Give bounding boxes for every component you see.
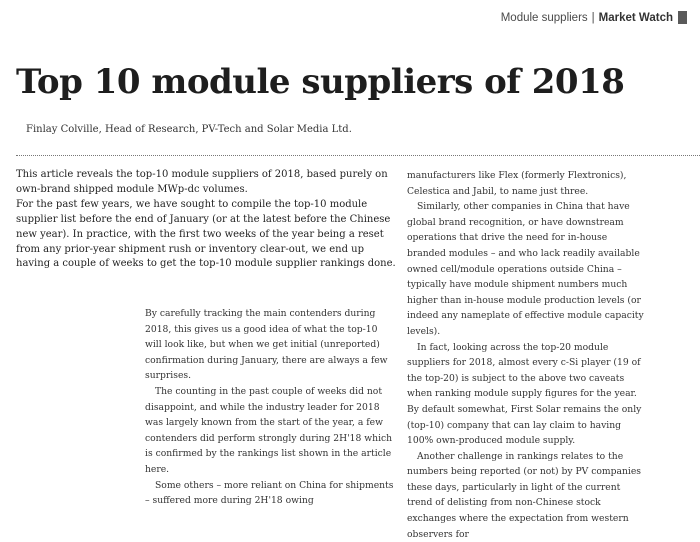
intro-paragraph: For the past few years, we have sought to compile the top-10 module supplier list before the end of January (or at the latest before the Chinese new year). In practice, with the first two weeks of the year being a reset from any prior-year shipment rush or inventory clear-out, we end up having a couple of weeks to get the top-10 module supplier rankings done. xyxy=(16,198,396,270)
section-marker-block xyxy=(678,11,687,24)
body-paragraph: By carefully tracking the main contenders during 2018, this gives us a good idea of what the top-10 will look like, but when we get initial (unreported) confirmation during January, there are always a few surprises. xyxy=(145,308,388,382)
dotted-divider xyxy=(16,155,700,156)
section-header xyxy=(501,11,687,24)
section-name: Module suppliers xyxy=(500,11,588,24)
article-intro xyxy=(16,168,396,272)
body-paragraph: The counting in the past couple of weeks did not disappoint, and while the industry leader for 2018 was largely known from the start of the year, a few contenders did perform strongly during 2H'18 which is confirmed by the rankings list shown in the article here. xyxy=(145,385,393,475)
article-byline: Finlay Colville, Head of Research, PV-Tech and Solar Media Ltd. xyxy=(26,124,352,135)
body-paragraph: manufacturers like Flex (formerly Flextronics), Celestica and Jabil, to name just three. xyxy=(407,170,627,197)
body-paragraph: Some others – more reliant on China for shipments – suffered more during 2H'18 owing xyxy=(145,479,394,507)
body-paragraph: Similarly, other companies in China that have global brand recognition, or have downstream operations that drive the need for in-house branded modules – and who lack readily available owned cell/module operations outside China – typically have module shipment numbers much higher than in-house module production levels (or indeed any nameplate of effective module capacity levels). xyxy=(407,201,644,337)
body-paragraph: Another challenge in rankings relates to the numbers being reported (or not) by PV companies these days, particularly in light of the current trend of delisting from non-Chinese stock exchanges where the expectation from western observers for xyxy=(407,450,641,540)
article-title: Top 10 module suppliers of 2018 xyxy=(16,62,625,102)
body-paragraph: In fact, looking across the top-20 module suppliers for 2018, almost every c-Si player (19 of the top-20) is subject to the above two caveats when ranking module supply figures for the year. By default somewhat, First Solar remains the only (top-10) company that can lay claim to having 100% own-produced module supply. xyxy=(407,341,642,447)
intro-paragraph: This article reveals the top-10 module suppliers of 2018, based purely on own-brand shipped module MWp-dc volumes. xyxy=(16,169,388,195)
body-column-right xyxy=(407,168,647,542)
header-separator: | xyxy=(591,11,595,24)
body-column-left xyxy=(145,306,395,509)
section-category: Market Watch xyxy=(598,11,673,24)
